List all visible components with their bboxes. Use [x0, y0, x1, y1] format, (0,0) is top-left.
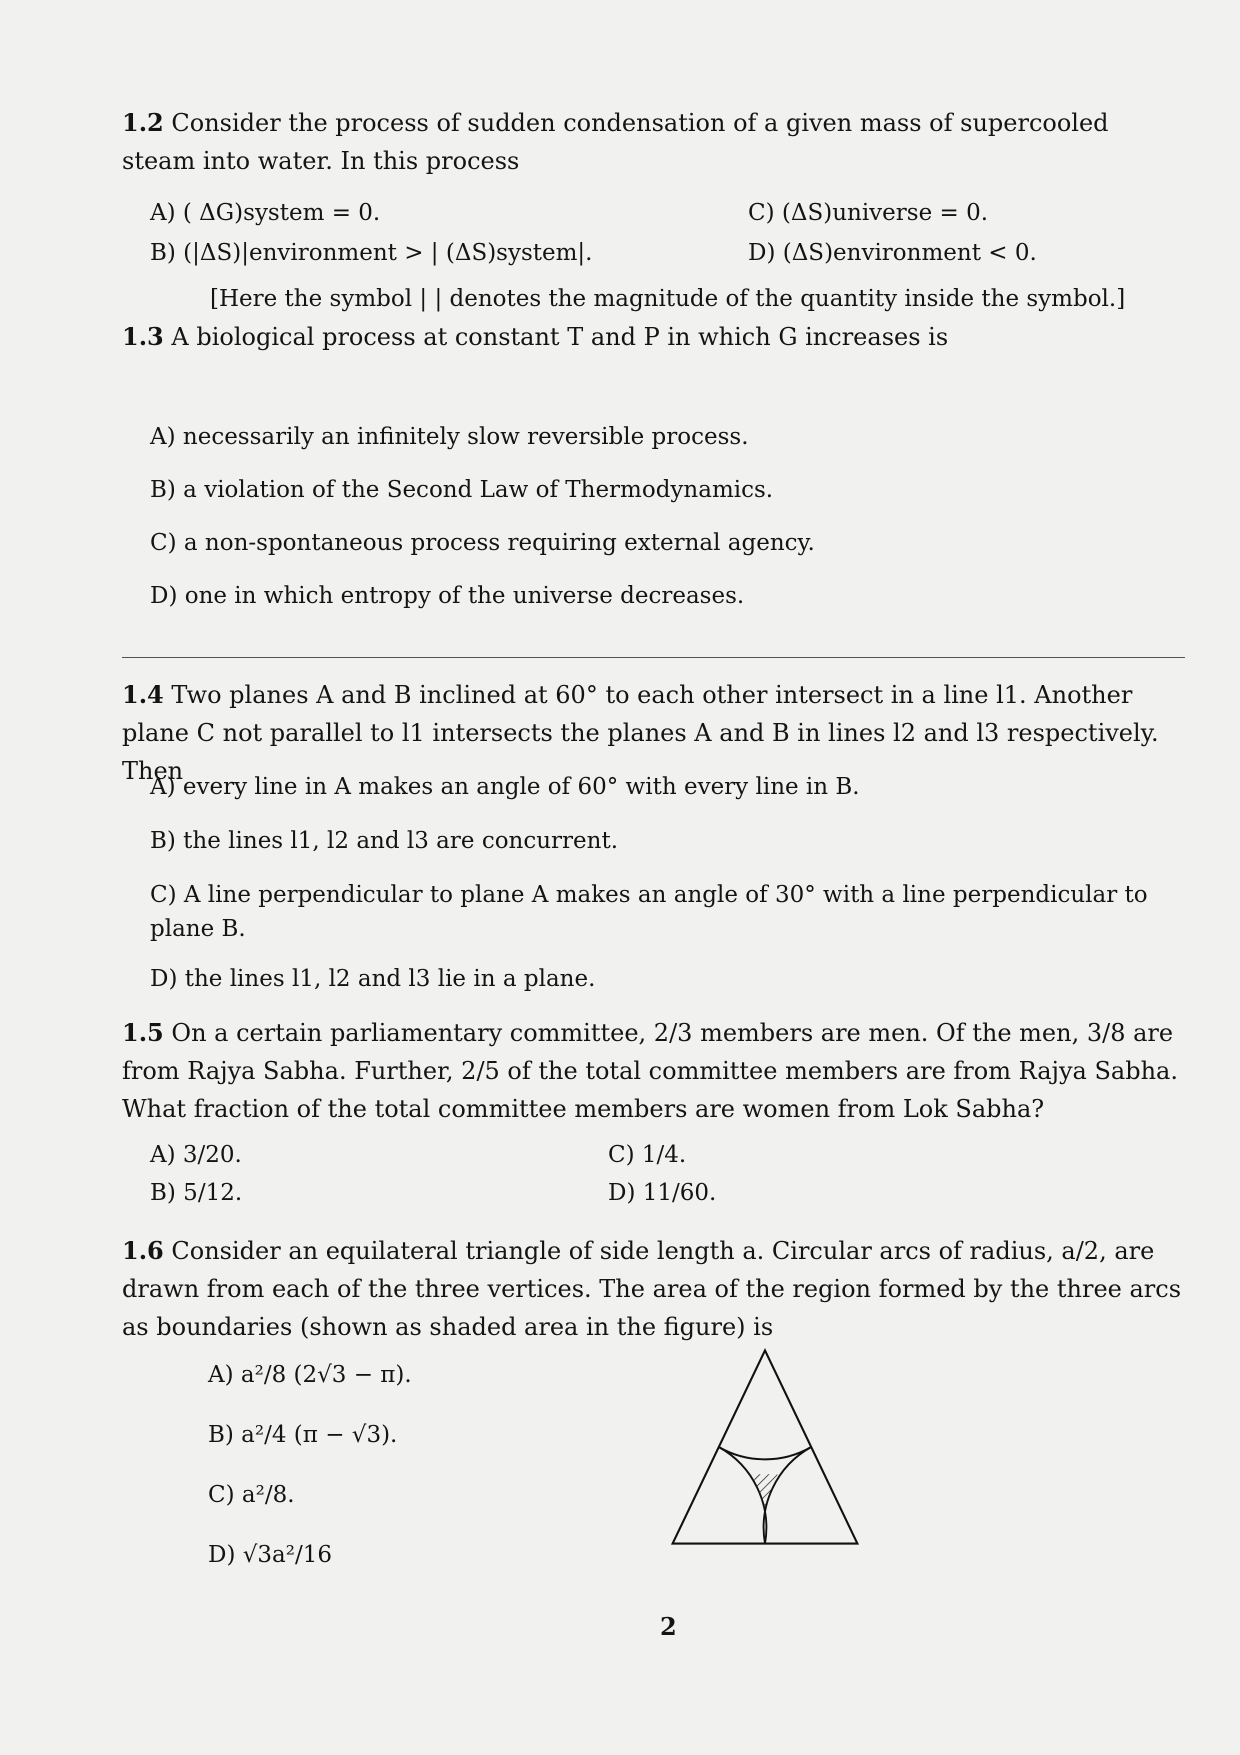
option-d: D) (ΔS)environment < 0. — [748, 240, 1037, 266]
option-b: B) a violation of the Second Law of Thermodynamics. — [150, 477, 774, 503]
option-d: D) 11/60. — [608, 1180, 717, 1206]
question-number: 1.4 — [122, 680, 164, 709]
option-a: A) 3/20. — [150, 1142, 242, 1168]
question-number: 1.3 — [122, 322, 164, 351]
question-1-3 — [122, 318, 1187, 356]
question-text: On a certain parliamentary committee, 2/3 members are men. Of the men, 3/8 are from Rajya Sabha. Further, 2/5 of the total committee members are from Rajya Sabha. What fraction of the total committee members are women from Lok Sabha? — [122, 1019, 1178, 1123]
question-text: A biological process at constant T and P in which G increases is — [171, 323, 949, 351]
shaded-region — [752, 1474, 777, 1510]
question-text: Two planes A and B inclined at 60° to each other intersect in a line l1. Another plane C not parallel to l1 intersects the planes A and B in lines l2 and l3 respectively. Then — [122, 681, 1159, 785]
option-a: A) ( ΔG)system = 0. — [150, 200, 381, 226]
question-text: Consider an equilateral triangle of side length a. Circular arcs of radius, a/2, are drawn from each of the three vertices. The area of the region formed by the three arcs as boundaries (shown as shaded area in the figure) is — [122, 1237, 1182, 1341]
question-1-5 — [122, 1014, 1187, 1128]
arc-right — [764, 1447, 812, 1544]
option-b: B) 5/12. — [150, 1180, 243, 1206]
option-c: C) a non-spontaneous process requiring external agency. — [150, 530, 815, 556]
option-d: D) √3a²/16 — [208, 1542, 332, 1568]
option-a: A) a²/8 (2√3 − π). — [208, 1362, 412, 1388]
question-number: 1.5 — [122, 1018, 164, 1047]
divider-line — [122, 657, 1185, 658]
question-text: Consider the process of sudden condensation of a given mass of supercooled steam into water. In this process — [122, 109, 1109, 175]
arc-left — [719, 1447, 767, 1544]
question-number: 1.6 — [122, 1236, 164, 1265]
option-c: C) A line perpendicular to plane A makes an angle of 30° with a line perpendicular to plane B. — [150, 882, 1148, 942]
option-c: C) (ΔS)universe = 0. — [748, 200, 989, 226]
option-c: C) 1/4. — [608, 1142, 687, 1168]
option-a: A) every line in A makes an angle of 60° with every line in B. — [150, 774, 860, 800]
option-d: D) one in which entropy of the universe decreases. — [150, 583, 745, 609]
question-1-2 — [122, 104, 1187, 180]
option-b: B) (|ΔS)|environment > | (ΔS)system|. — [150, 240, 593, 266]
option-b: B) a²/4 (π − √3). — [208, 1422, 398, 1448]
option-d: D) the lines l1, l2 and l3 lie in a plane. — [150, 966, 596, 992]
page-number: 2 — [660, 1612, 677, 1641]
symbol-note: [Here the symbol | | denotes the magnitude of the quantity inside the symbol.] — [210, 286, 1126, 312]
option-b: B) the lines l1, l2 and l3 are concurrent. — [150, 828, 619, 854]
option-a: A) necessarily an infinitely slow reversible process. — [150, 424, 749, 450]
triangle-arcs-figure — [660, 1342, 870, 1552]
question-1-6 — [122, 1232, 1187, 1346]
question-number: 1.2 — [122, 108, 164, 137]
option-c: C) a²/8. — [208, 1482, 295, 1508]
